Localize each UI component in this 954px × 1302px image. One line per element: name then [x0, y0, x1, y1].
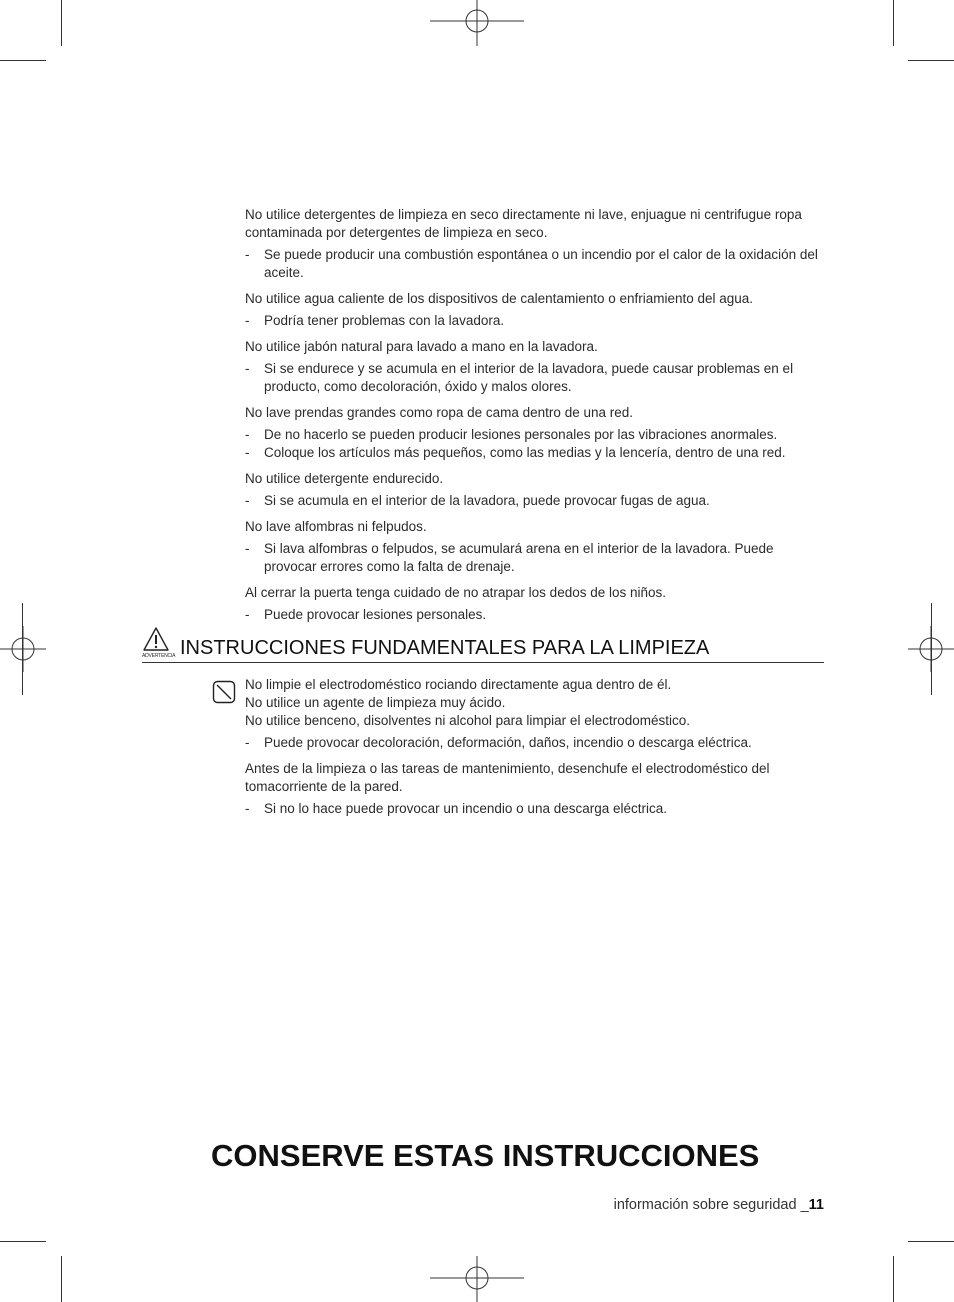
bullet-text: Podría tener problemas con la lavadora. [264, 313, 505, 328]
item-text: No utilice un agente de limpieza muy ácido. [245, 695, 506, 710]
registration-mark-icon [908, 626, 954, 672]
registration-mark-icon [430, 0, 524, 46]
item-text: No utilice agua caliente de los dispositivos de calentamiento o enfriamiento del agua. [245, 291, 754, 306]
safety-item [245, 290, 825, 330]
crop-mark [0, 60, 46, 61]
bullet-text: De no hacerlo se pueden producir lesiones personales por las vibraciones anormales. [264, 427, 778, 442]
bullet-text: Si no lo hace puede provocar un incendio o una descarga eléctrica. [264, 801, 668, 816]
safety-item [245, 584, 825, 624]
crop-mark [908, 1241, 954, 1242]
item-text: No utilice benceno, disolventes ni alcohol para limpiar el electrodoméstico. [245, 713, 690, 728]
item-text: No utilice detergentes de limpieza en seco directamente ni lave, enjuague ni centrifugue ropa contaminada por detergentes de limpieza en seco. [245, 207, 802, 240]
bullet-item: - Puede provocar lesiones personales. [245, 607, 487, 622]
bullet-item: - Coloque los artículos más pequeños, como las medias y la lencería, dentro de una red. [245, 445, 786, 460]
item-text: No utilice jabón natural para lavado a mano en la lavadora. [245, 339, 598, 354]
safety-item [245, 518, 825, 576]
crop-mark [0, 1241, 46, 1242]
warning-label: ADVERTENCIA [142, 653, 176, 659]
item-text: Al cerrar la puerta tenga cuidado de no atrapar los dedos de los niños. [245, 585, 667, 600]
crop-mark [893, 0, 894, 46]
crop-mark [893, 1256, 894, 1302]
bullet-item: - Si se endurece y se acumula en el interior de la lavadora, puede causar problemas en el producto, como decoloración, óxido y malos olores. [245, 361, 794, 394]
safety-item [245, 470, 825, 510]
registration-mark-icon [0, 626, 46, 672]
bullet-text: Coloque los artículos más pequeños, como las medias y la lencería, dentro de una red. [264, 445, 786, 460]
bullet-text: Puede provocar lesiones personales. [264, 607, 487, 622]
safety-item [245, 206, 825, 282]
bullet-text: Si se acumula en el interior de la lavadora, puede provocar fugas de agua. [264, 493, 710, 508]
safety-list [245, 206, 825, 632]
bullet-item: - Podría tener problemas con la lavadora. [245, 313, 505, 328]
safety-item [245, 404, 825, 462]
cleaning-item [245, 760, 825, 818]
crop-mark [61, 1256, 62, 1302]
bullet-item: - Si lava alfombras o felpudos, se acumulará arena en el interior de la lavadora. Puede provocar errores como la falta de drenaje. [245, 541, 774, 574]
bullet-text: Se puede producir una combustión espontánea o un incendio por el calor de la oxidación del aceite. [264, 247, 818, 280]
bullet-item: - Puede provocar decoloración, deformación, daños, incendio o descarga eléctrica. [245, 735, 752, 750]
cleaning-item [245, 676, 825, 752]
item-text: No utilice detergente endurecido. [245, 471, 444, 486]
bullet-item: - Si se acumula en el interior de la lavadora, puede provocar fugas de agua. [245, 493, 710, 508]
item-text: No lave prendas grandes como ropa de cama dentro de una red. [245, 405, 633, 420]
cleaning-list [245, 676, 825, 826]
section-title: INSTRUCCIONES FUNDAMENTALES PARA LA LIMPIEZA [180, 637, 710, 659]
bullet-text: Si lava alfombras o felpudos, se acumulará arena en el interior de la lavadora. Puede provocar errores como la falta de drenaje. [264, 541, 774, 574]
safety-item [245, 338, 825, 396]
item-text: No lave alfombras ni felpudos. [245, 519, 427, 534]
item-text: No limpie el electrodoméstico rociando directamente agua dentro de él. [245, 677, 672, 692]
bullet-item: - Se puede producir una combustión espontánea o un incendio por el calor de la oxidación del aceite. [245, 247, 818, 280]
bullet-text: Si se endurece y se acumula en el interior de la lavadora, puede causar problemas en el producto, como decoloración, óxido y malos olores. [264, 361, 794, 394]
section-header [142, 626, 824, 663]
bullet-text: Puede provocar decoloración, deformación, daños, incendio o descarga eléctrica. [264, 735, 752, 750]
bullet-item: - Si no lo hace puede provocar un incendio o una descarga eléctrica. [245, 801, 668, 816]
crop-mark [61, 0, 62, 46]
page-footer [614, 1197, 824, 1213]
crop-mark [908, 60, 954, 61]
page-title: CONSERVE ESTAS INSTRUCCIONES [211, 1138, 760, 1173]
footer-text: información sobre seguridad _ [613, 1197, 809, 1213]
item-text: Antes de la limpieza o las tareas de mantenimiento, desenchufe el electrodoméstico del tomacorriente de la pared. [245, 761, 770, 794]
bullet-item: - De no hacerlo se pueden producir lesiones personales por las vibraciones anormales. [245, 427, 778, 442]
prohibited-icon [212, 680, 236, 704]
page-number: 11 [808, 1197, 824, 1213]
registration-mark-icon [430, 1256, 524, 1302]
